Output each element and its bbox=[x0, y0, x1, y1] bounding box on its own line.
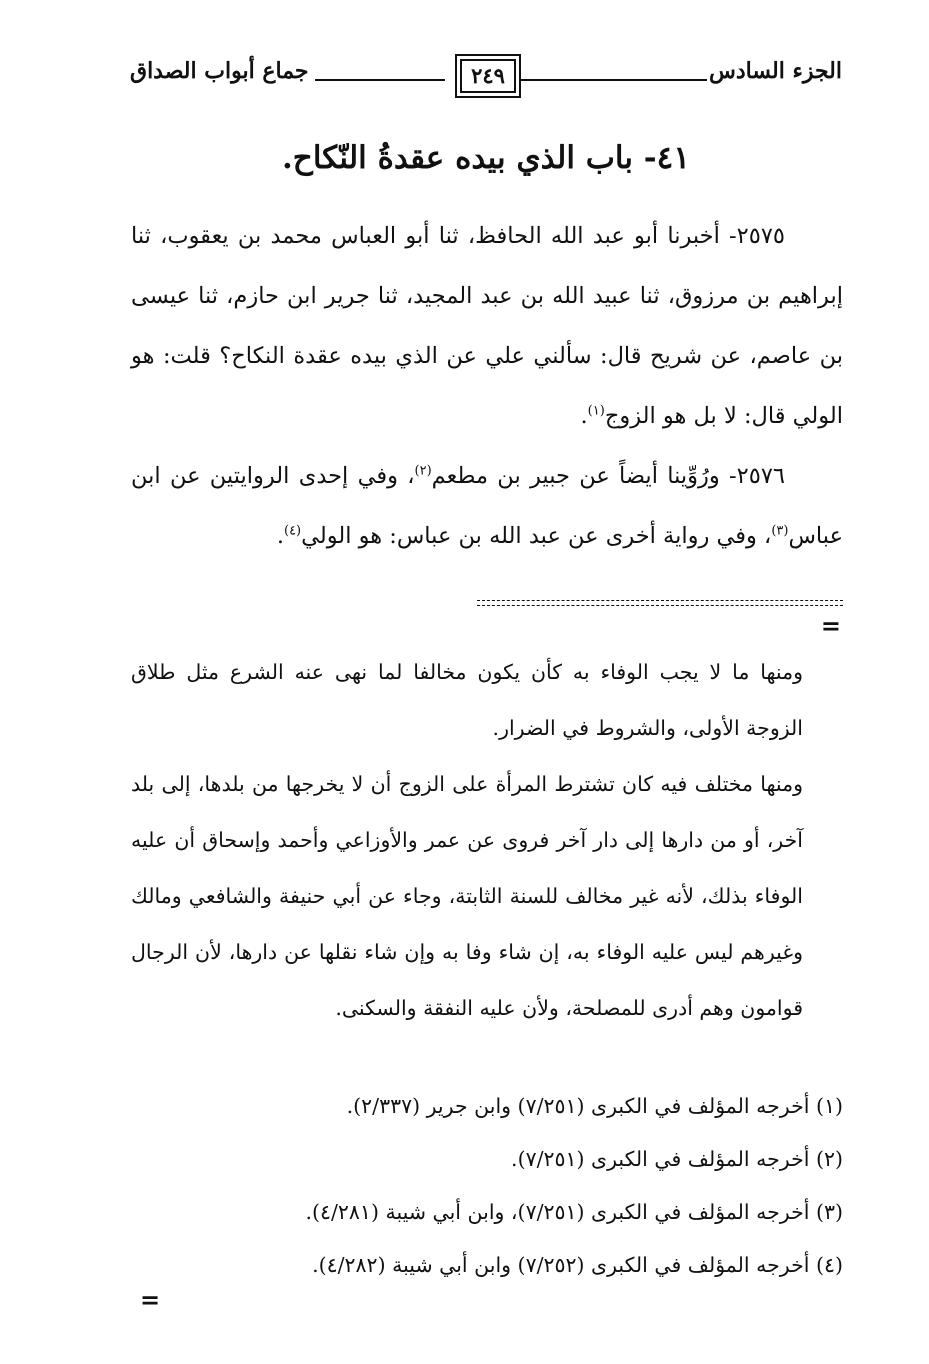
running-header bbox=[130, 52, 842, 100]
main-text bbox=[131, 206, 843, 566]
header-part: الجزء السادس bbox=[709, 58, 842, 84]
continuation-paragraph-1: ومنها ما لا يجب الوفاء به كأن يكون مخالفا لما نهى عنه الشرع مثل طلاق الزوجة الأولى، والشروط في الضرار. bbox=[131, 660, 803, 740]
continuation-marker-bottom: = bbox=[140, 1285, 161, 1314]
footnote-2: (٢) أخرجه المؤلف في الكبرى (٧/٢٥١). bbox=[511, 1147, 843, 1171]
header-section: جماع أبواب الصداق bbox=[130, 58, 309, 84]
footnote-continuation bbox=[131, 644, 803, 1036]
continuation-marker-top: = bbox=[820, 611, 841, 640]
footnote-ref-1: (١) bbox=[587, 403, 605, 419]
continuation-paragraph-2: ومنها مختلف فيه كان تشترط المرأة على الزوج أن لا يخرجها من بلدها، إلى بلد آخر، أو من دارها إلى دار آخر فروى عن عمر والأوزاعي وأحمد وإسحاق أن عليه الوفاء بذلك، لأنه غير مخالف للسنة الثابتة، وجاء عن أبي حنيفة والشافعي ومالك وغيرهم ليس عليه الوفاء به، إن شاء وفا به وإن شاء نقلها عن دارها، لأن الرجال قوامون وهم أدرى للمصلحة، ولأن عليه النفقة والسكنى. bbox=[131, 772, 803, 1020]
page-number: ٢٤٩ bbox=[455, 54, 521, 98]
hadith-2576-part-b: ، وفي إحدى الروايتين عن ابن عباس bbox=[131, 463, 843, 549]
footnotes bbox=[131, 1080, 843, 1292]
footnote-separator bbox=[477, 600, 843, 606]
hadith-2575 bbox=[131, 206, 843, 446]
hadith-2576-part-a: ٢٥٧٦- ورُوِّينا أيضاً عن جبير بن مطعم bbox=[431, 463, 785, 489]
footnote-ref-2: (٢) bbox=[414, 463, 432, 479]
hadith-2575-text: ٢٥٧٥- أخبرنا أبو عبد الله الحافظ، ثنا أبو العباس محمد بن يعقوب، ثنا إبراهيم بن مرزوق، ثنا عبيد الله بن عبد المجيد، ثنا جرير ابن حازم، ثنا عيسى بن عاصم، عن شريح قال: سألني علي عن الذي بيده عقدة النكاح؟ قلت: هو الولي قال: لا بل هو الزوج bbox=[131, 223, 843, 429]
footnote-3: (٣) أخرجه المؤلف في الكبرى (٧/٢٥١)، وابن أبي شيبة (٤/٢٨١). bbox=[305, 1200, 843, 1224]
footnote-1: (١) أخرجه المؤلف في الكبرى (٧/٢٥١) وابن جرير (٢/٣٣٧). bbox=[346, 1094, 843, 1118]
footnote-ref-3: (٣) bbox=[771, 523, 789, 539]
header-rule-right bbox=[515, 79, 707, 81]
hadith-2576-end: . bbox=[276, 523, 284, 549]
hadith-2575-end: . bbox=[580, 403, 588, 429]
footnote-ref-4: (٤) bbox=[283, 523, 302, 539]
footnote-4: (٤) أخرجه المؤلف في الكبرى (٧/٢٥٢) وابن أبي شيبة (٤/٢٨٢). bbox=[312, 1253, 843, 1277]
hadith-2576-part-c: ، وفي رواية أخرى عن عبد الله بن عباس: هو الولي bbox=[301, 523, 772, 549]
chapter-title: ٤١- باب الذي بيده عقدةُ النّكاح. bbox=[282, 140, 690, 176]
hadith-2576 bbox=[131, 446, 843, 566]
header-rule-left bbox=[315, 79, 445, 81]
